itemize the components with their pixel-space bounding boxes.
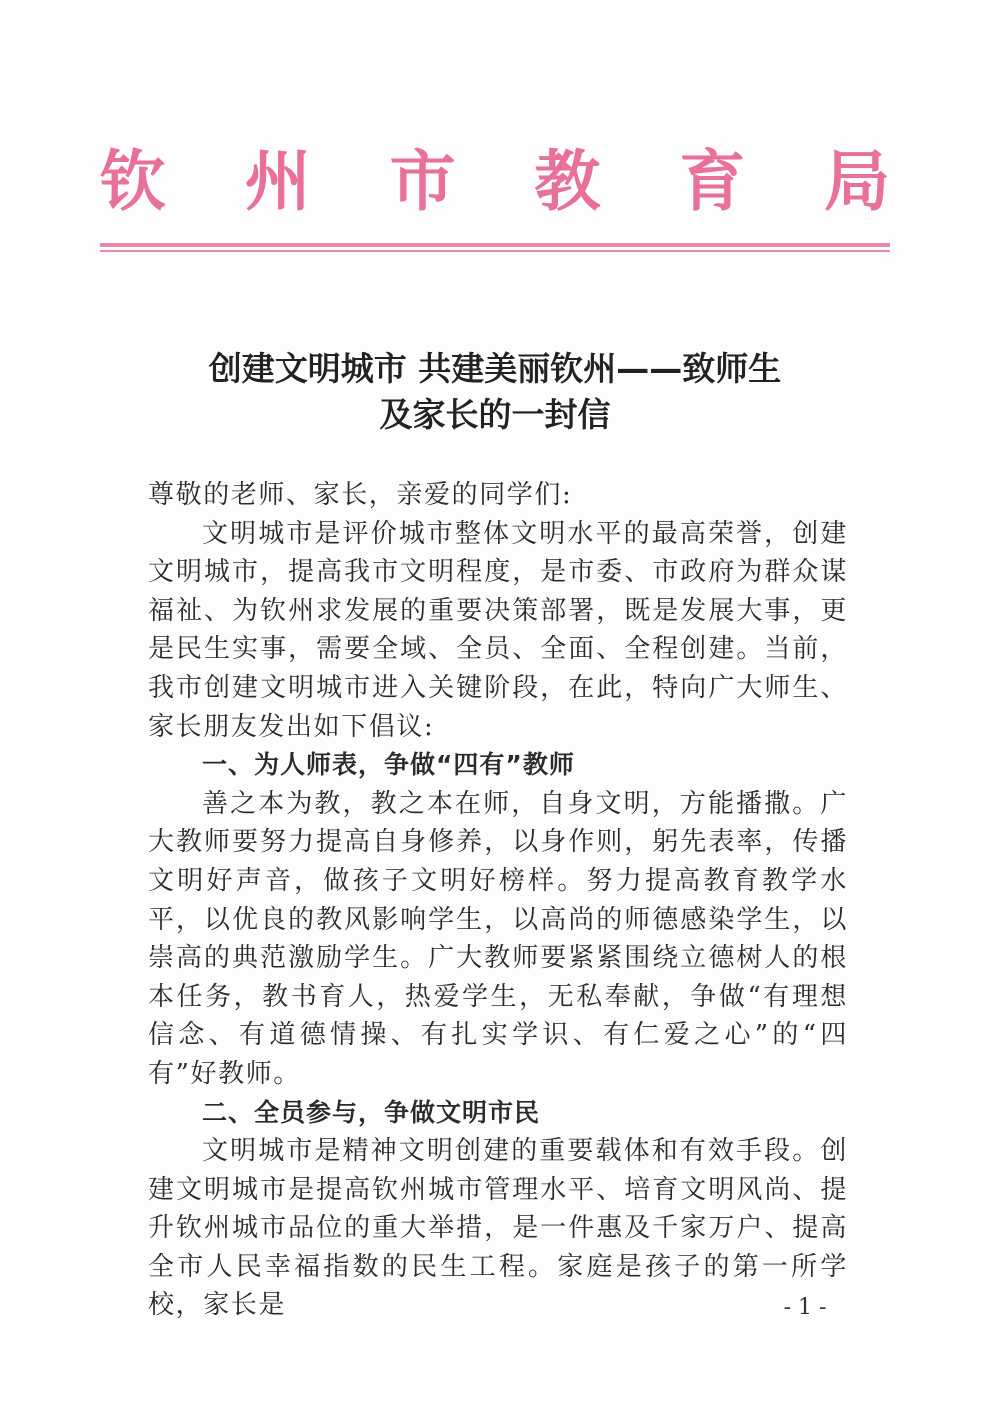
masthead-char: 局 — [823, 143, 890, 220]
paragraph-section-2: 文明城市是精神文明创建的重要载体和有效手段。创建文明城市是提高钦州城市管理水平、培育文明风尚、提升钦州城市品位的重大举措，是一件惠及千家万户、提高全市人民幸福指数的民生工程。家庭是孩子的第一所学校，家长是 — [148, 1136, 848, 1321]
document-title-line: 创建文明城市 共建美丽钦州——致师生 — [208, 349, 782, 388]
letter-body — [148, 476, 848, 1325]
masthead-char: 州 — [244, 143, 311, 220]
masthead — [100, 142, 890, 222]
document-title — [100, 346, 890, 438]
salutation: 尊敬的老师、家长，亲爱的同学们: — [148, 480, 573, 510]
masthead-divider-thin — [100, 250, 890, 252]
document-title-line: 及家长的一封信 — [379, 395, 611, 434]
masthead-char: 钦 — [100, 143, 166, 220]
section-heading: 二、全员参与，争做文明市民 — [202, 1097, 541, 1127]
paragraph-section-1: 善之本为教，教之本在师，自身文明，方能播撒。广大教师要努力提高自身修养，以身作则，躬先表率，传播文明好声音，做孩子文明好榜样。努力提高教育教学水平，以优良的教风影响学生，以高尚的师德感染学生，以崇高的典范激励学生。广大教师要紧紧围绕立德树人的根本任务，教书育人，热爱学生，无私奉献，争做“有理想信念、有道德情操、有扎实学识、有仁爱之心”的“四有”好教师。 — [148, 788, 848, 1089]
masthead-char: 教 — [534, 143, 601, 220]
masthead-char: 育 — [679, 143, 746, 220]
masthead-char: 市 — [389, 143, 456, 220]
paragraph-intro: 文明城市是评价城市整体文明水平的最高荣誉，创建文明城市，提高我市文明程度，是市委、市政府为群众谋福祉、为钦州求发展的重要决策部署，既是发展大事，更是民生实事，需要全域、全员、全面、全程创建。当前，我市创建文明城市进入关键阶段，在此，特向广大师生、家长朋友发出如下倡议: — [148, 518, 848, 742]
section-heading: 一、为人师表，争做“四有”教师 — [202, 750, 575, 780]
masthead-divider-thick — [100, 243, 890, 247]
page-number: - 1 - — [783, 1295, 827, 1320]
